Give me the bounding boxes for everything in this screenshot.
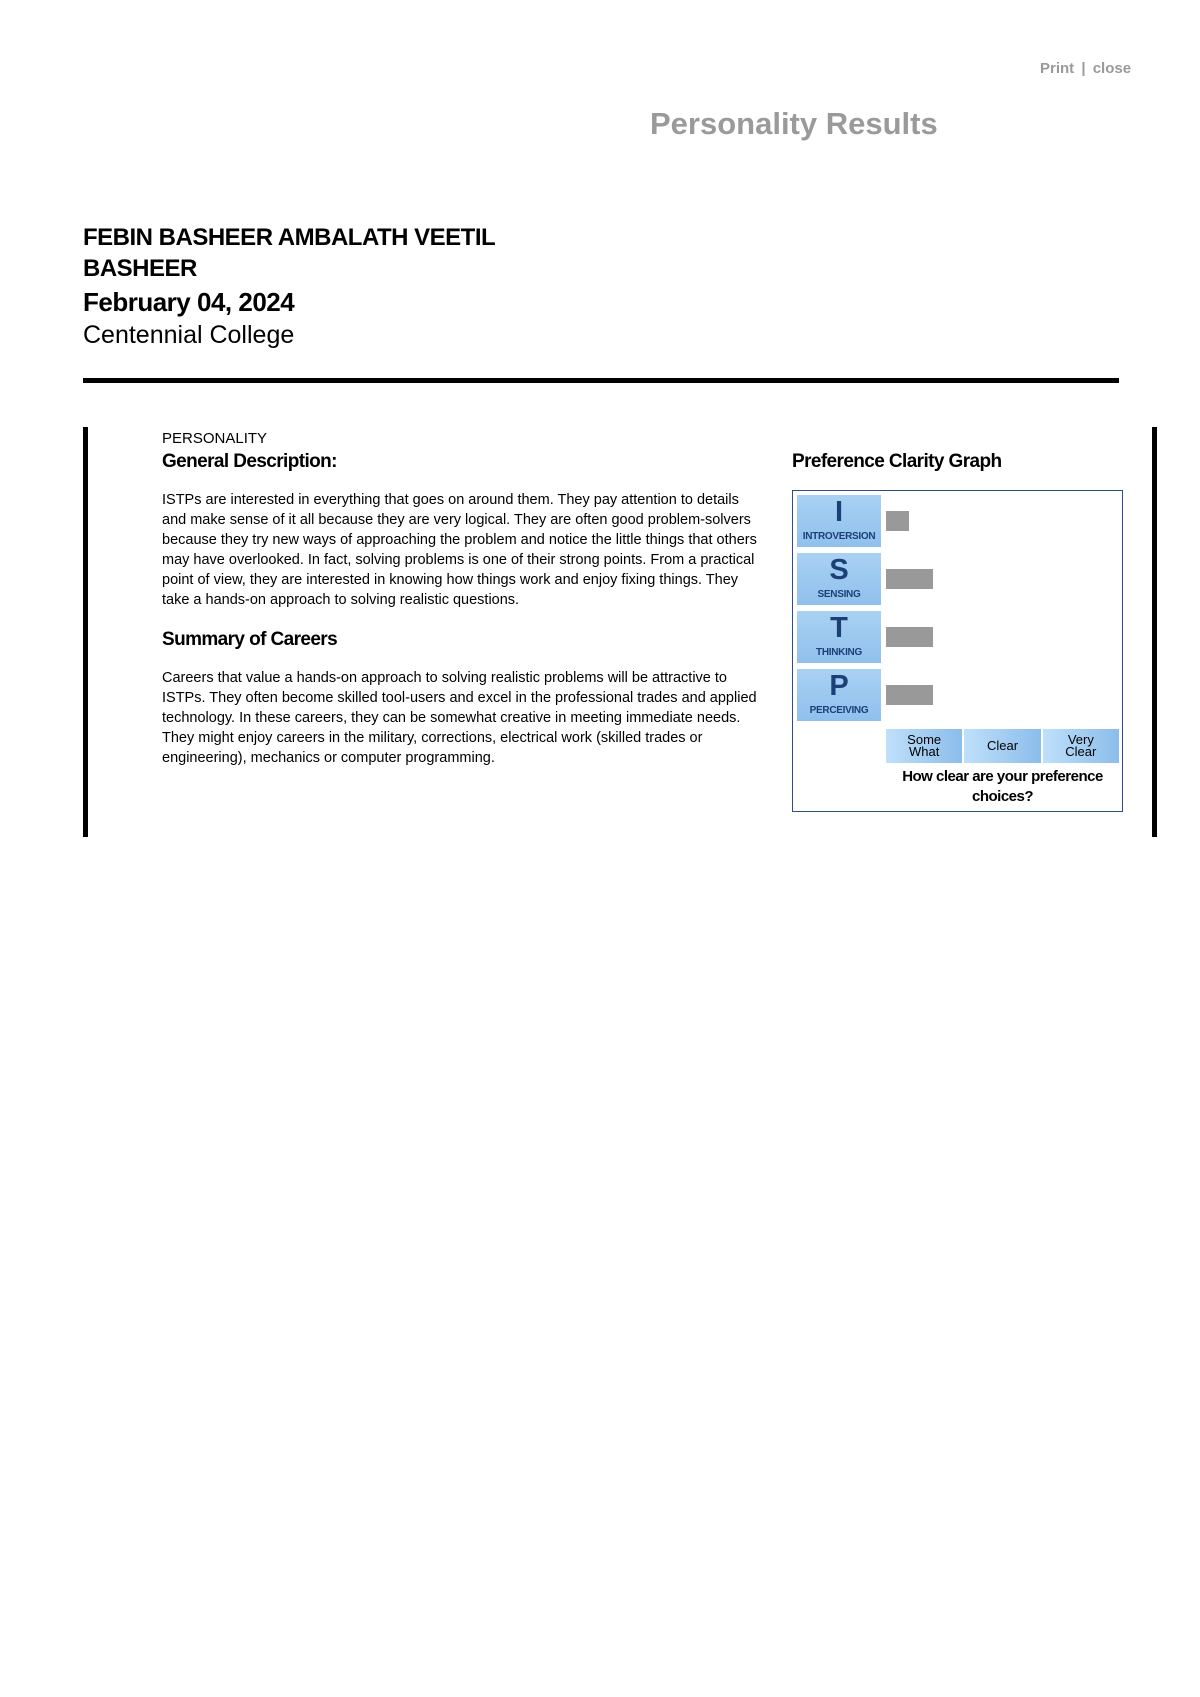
graph-title: Preference Clarity Graph [792, 451, 1002, 472]
general-description-heading: General Description: [162, 451, 337, 472]
tile-label: PERCEIVING [809, 705, 869, 716]
tile-thinking [797, 611, 881, 663]
graph-caption: How clear are your preference choices? [902, 768, 1103, 805]
tile-label: SENSING [817, 589, 861, 600]
scale-label: Some What [886, 729, 962, 763]
careers-text: Careers that value a hands-on approach to solving realistic problems will be attractive to ISTPs. They often become skilled tool-users and excel in the professional trades and applied technology. In these careers, they can be somewhat creative in meeting immediate needs. They might enjoy careers in the military, corrections, electrical work (skilled trades or engineering), mechanics or computer programming. [162, 670, 757, 766]
graph-column [792, 427, 1128, 812]
scale-label: Clear [964, 729, 1040, 763]
tile-label: THINKING [816, 647, 862, 658]
tile-letter: T [830, 612, 848, 644]
clarity-scale [886, 729, 1119, 763]
tile-introversion [797, 495, 881, 547]
clarity-bar-perceiving [886, 685, 933, 705]
tile-sensing [797, 553, 881, 605]
close-link[interactable]: close [1092, 60, 1132, 77]
general-description-text: ISTPs are interested in everything that goes on around them. They pay attention to details and make sense of it all because they are very logical. They are often good problem-solvers because they try new ways of approaching the problem and notice the little things that others may have overlooked. In fact, solving problems is one of their strong points. From a practical point of view, they are interested in knowing how things work and enjoy fixing things. They take a hands-on approach to solving realistic questions. [162, 492, 757, 608]
link-separator: | [1081, 60, 1086, 77]
page-title: Personality Results [650, 106, 938, 141]
tile-letter: P [829, 670, 849, 702]
header-divider [83, 378, 1119, 383]
clarity-bar-thinking [886, 627, 933, 647]
tile-letter: S [829, 554, 849, 586]
top-links [1040, 60, 1131, 77]
tile-letter: I [834, 496, 844, 528]
description-column [162, 427, 762, 768]
tile-label: INTROVERSION [802, 531, 876, 542]
report-date: February 04, 2024 [83, 287, 295, 317]
scale-label: Very Clear [1043, 729, 1119, 763]
tile-perceiving [797, 669, 881, 721]
clarity-bar-introversion [886, 511, 909, 531]
student-info [83, 222, 563, 352]
section-kicker: PERSONALITY [162, 430, 268, 447]
results-panel [83, 427, 1157, 837]
clarity-bar-sensing [886, 569, 933, 589]
student-name: FEBIN BASHEER AMBALATH VEETIL BASHEER [83, 224, 495, 282]
print-link[interactable]: Print [1040, 60, 1075, 77]
college-name: Centennial College [83, 321, 295, 349]
careers-heading: Summary of Careers [162, 629, 338, 650]
preference-clarity-graph [792, 490, 1123, 812]
